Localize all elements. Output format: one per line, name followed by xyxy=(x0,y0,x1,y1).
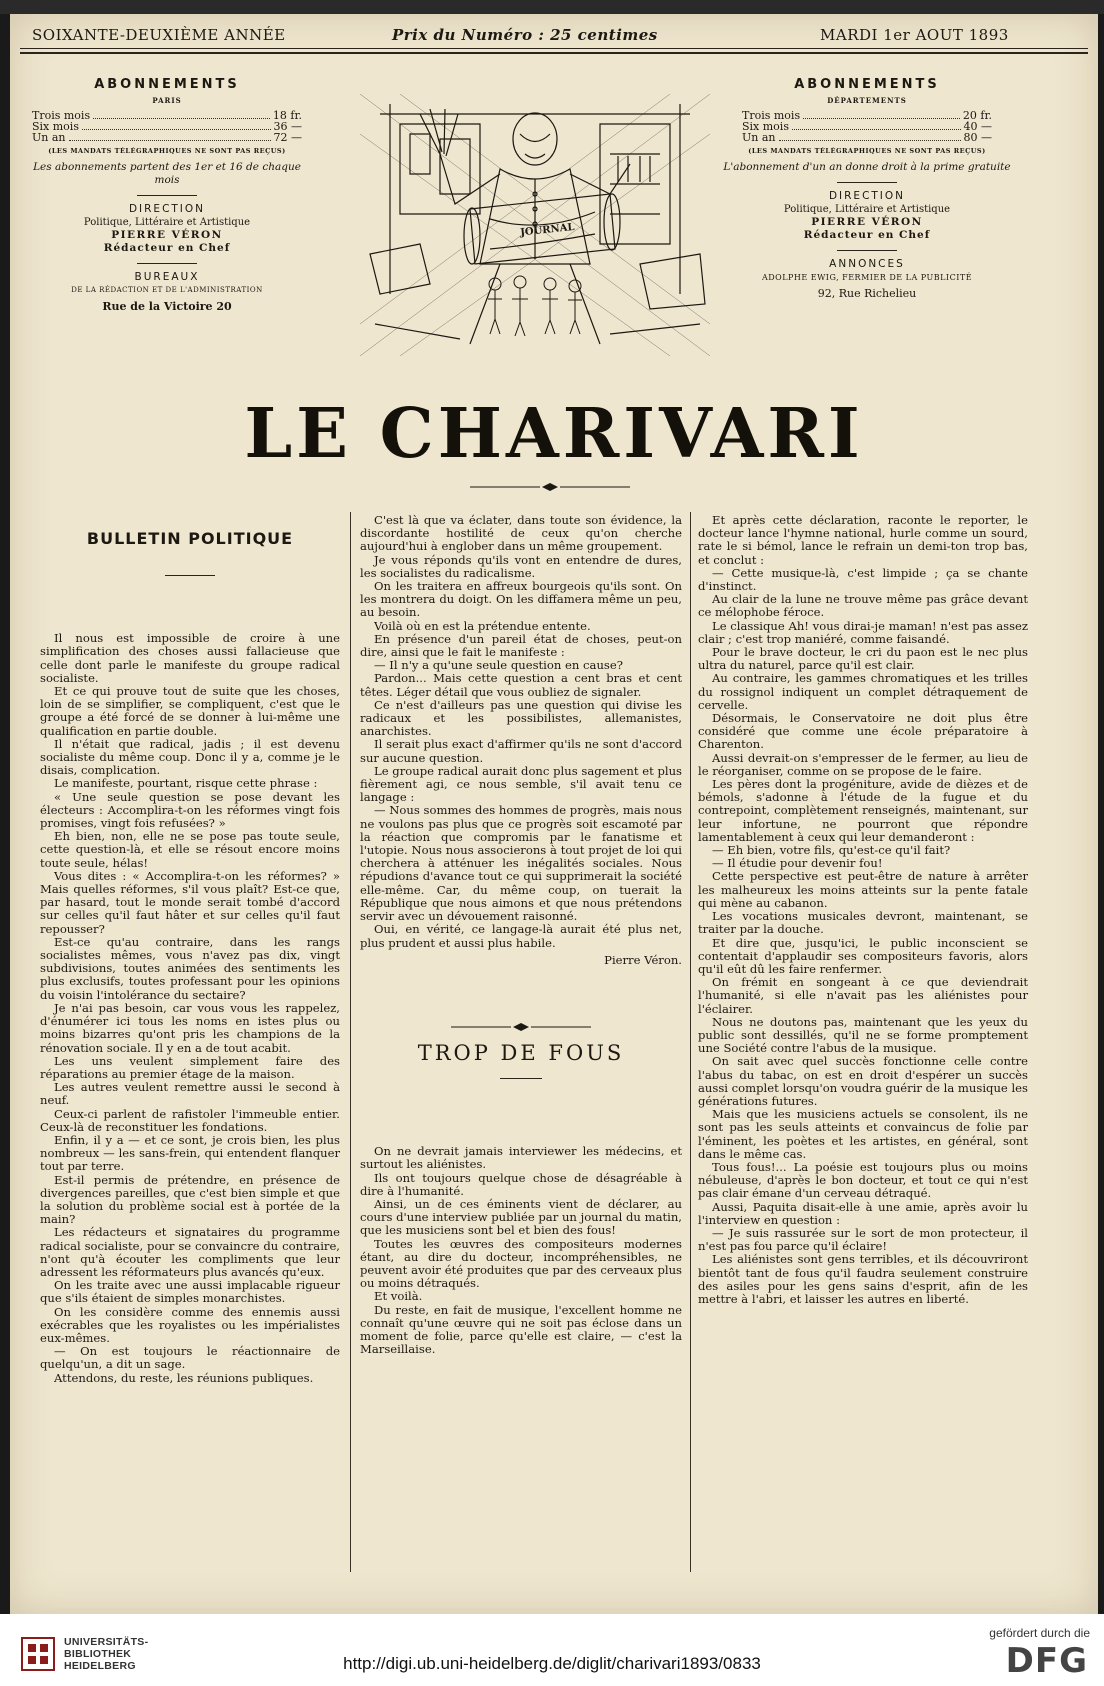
rate-row: Trois mois 20 fr. xyxy=(742,109,992,122)
column-3 xyxy=(698,514,1028,1306)
office-address: Rue de la Victoire 20 xyxy=(102,300,232,313)
bulletin-heading: BULLETIN POLITIQUE xyxy=(86,529,294,548)
edition-year: SOIXANTE-DEUXIÈME ANNÉE xyxy=(32,26,286,44)
paragraph: Les autres veulent remettre aussi le second à neuf. xyxy=(40,1080,340,1108)
university-name-line: HEIDELBERG xyxy=(64,1660,136,1672)
paragraph: — On est toujours le réactionnaire de quelqu'un, a dit un sage. xyxy=(40,1344,340,1372)
paragraph: Tous fous!... La poésie est toujours plus ou moins nébuleuse, d'après le bon docteur, et tout ce qui n'est pas clair émane d'un cerveau détraqué. xyxy=(698,1159,1028,1201)
paragraph: Cette perspective est peut-être de nature à arrêter les malheureux les moins atteints sur la pente fatale qui mène au cabanon. xyxy=(698,869,1028,910)
paragraph: Et voilà. xyxy=(374,1289,423,1304)
paragraph: Ce n'est d'ailleurs pas une question qui divise les radicaux et les possibilistes, allemanistes, anarchistes. xyxy=(360,697,682,739)
direction-line: Politique, Littéraire et Artistique xyxy=(783,204,951,215)
paragraph: Ceux-ci parlent de rafistoler l'immeuble entier. Ceux-là de reconstituer les fondations. xyxy=(40,1106,340,1134)
paragraph: Il nous est impossible de croire à une simplification des choses aussi fallacieuse que celle dont parle le manifeste du groupe radical socialiste. xyxy=(40,631,340,685)
paragraph: Vous dites : « Accomplira-t-on les réformes? » Mais quelles réformes, s'il vous plaît? Est-ce que, par hasard, tout le monde serait tombé d'accord sur celles qu'il faut hâter et sur celles qu'il faut repousser? xyxy=(40,868,340,936)
subscriptions-title: ABONNEMENTS xyxy=(94,77,240,92)
title-ornament xyxy=(470,480,630,494)
rate-row: Un an 72 — xyxy=(32,131,302,144)
subscriptions-region: DÉPARTEMENTS xyxy=(827,96,907,105)
paragraph: On frémit en songeant à ce que deviendrait l'humanité, si elle n'avait pas les aliénistes pour l'éclairer. xyxy=(698,975,1028,1016)
paragraph: — Nous sommes des hommes de progrès, mais nous ne voulons pas plus que ce progrès soit escamoté par la réaction que compromis par le fanatisme et l'utopie. Nous nous associerons à tout projet de loi qui cherchera à atténuer les inégalités sociales. Nous répudions d'avance tout ce qui supprimerait la société elle-même. Car, du même coup, on tuerait la République que nous aimons et que nous prétendons servir avec un dévouement raisonné. xyxy=(360,803,682,924)
paragraph: Est-ce qu'au contraire, dans les rangs socialistes mêmes, vous n'avez pas dix, vingt subdivisions, toutes animées des sentiments les plus exclusifs, toutes professant pour les opinions du voisin l'intolérance du sectaire? xyxy=(40,934,340,1002)
university-name-line: UNIVERSITÄTS- xyxy=(64,1636,149,1648)
paragraph: Mais que les musiciens actuels se consolent, ils ne sont pas les seuls atteints et convaincus de folie par l'éminent, les poètes et les artistes, en général, sont dans le même cas. xyxy=(698,1107,1028,1161)
paragraph: Voilà où en est la prétendue entente. xyxy=(374,618,591,633)
paragraph: — Eh bien, votre fils, qu'est-ce qu'il fait? xyxy=(712,843,951,858)
digital-library-footer xyxy=(0,1614,1104,1686)
paragraph: On les traite avec une aussi implacable rigueur que s'ils étaient de simples monarchistes. xyxy=(40,1278,340,1306)
paragraph: On les considère comme des ennemis aussi exécrables que les royalistes ou les impérialistes eux-mêmes. xyxy=(40,1304,340,1345)
dfg-logo: DFG xyxy=(1005,1641,1088,1681)
paragraph: Et ce qui prouve tout de suite que les choses, loin de se simplifier, se compliquent, c'est que le groupe a été forcé de se donner à lui-même une qualification en partie double. xyxy=(40,684,340,738)
paragraph: Attendons, du reste, les réunions publiques. xyxy=(54,1370,314,1385)
paragraph: Les rédacteurs et signataires du programme radical socialiste, pour se convaincre du contraire, n'ont qu'à écouter les compliments que leur adressent les réformateurs plus avancés qu'eux. xyxy=(40,1225,340,1279)
paragraph: — Cette musique-là, c'est limpide ; ça se chante d'instinct. xyxy=(698,565,1028,594)
paragraph: Au contraire, les gammes chromatiques et les trilles du rossignol indiquent un complet détraquement de cervelle. xyxy=(698,671,1028,712)
paragraph: Il n'était que radical, jadis ; il est devenu socialiste du même coup. Donc il y a, comme je le disais, complication. xyxy=(40,736,340,778)
paragraph: Désormais, le Conservatoire ne doit plus être considéré que comme une école préparatoire à Charenton. xyxy=(698,711,1028,752)
paragraph: On ne devrait jamais interviewer les médecins, et surtout les aliénistes. xyxy=(360,1144,682,1172)
paragraph: Du reste, en fait de musique, l'excellent homme ne connaît qu'une œuvre qui ne soit pas éclose dans un moment de folie, parce qu'elle est claire, — c'est la Marseillaise. xyxy=(360,1302,682,1357)
director-name: PIERRE VÉRON xyxy=(811,216,923,228)
direction-heading: DIRECTION xyxy=(128,203,206,215)
direction-line: Politique, Littéraire et Artistique xyxy=(83,217,251,228)
paragraph: — Il n'y a qu'une seule question en cause? xyxy=(374,658,623,673)
box-divider xyxy=(837,182,897,183)
paragraph: Et après cette déclaration, raconte le reporter, le docteur lance l'hymne national, hurle comme un sourd, rate le si bémol, lance le refrain un demi-ton trop bas, et conclut : xyxy=(698,513,1028,567)
rate-row: Un an 80 — xyxy=(742,131,992,144)
column-2 xyxy=(360,514,682,1356)
annonces-address: 92, Rue Richelieu xyxy=(817,287,917,300)
paragraph: On sait avec quel succès fonctionne celle contre l'abus du tabac, on est en droit d'espérer un succès aussi complet lorsqu'on voudra guérir de la musique les générations futures. xyxy=(698,1054,1028,1108)
section-ornament xyxy=(451,1021,591,1033)
paragraph: Est-il permis de prétendre, en présence de divergences pareilles, que c'est bien simple et que la solution du problème social est à portée de la main? xyxy=(40,1172,340,1227)
telegraph-note: (LES MANDATS TÉLÉGRAPHIQUES NE SONT PAS REÇUS) xyxy=(48,147,286,155)
annonces-heading: ANNONCES xyxy=(829,258,905,270)
viewer-top-bar xyxy=(0,0,1104,14)
paragraph: Il serait plus exact d'affirmer qu'ils ne sont d'accord sur aucune question. xyxy=(360,737,682,765)
permalink-url[interactable]: http://digi.ub.uni-heidelberg.de/diglit/charivari1893/0833 xyxy=(343,1654,761,1673)
paragraph: Je n'ai pas besoin, car vous vous les rappelez, d'énumérer ici tous les noms en istes plus ou moins bizarres qu'ont pris les champions de la rénovation sociale. Il y en a de tout acabit. xyxy=(40,1000,340,1055)
section-rule xyxy=(165,575,215,576)
rate-row: Six mois 40 — xyxy=(742,120,992,133)
paragraph: Le manifeste, pourtant, risque cette phrase : xyxy=(54,776,318,791)
paragraph: Aussi devrait-on s'empresser de le fermer, au lieu de le réorganiser, comme on se propose de le faire. xyxy=(698,750,1028,778)
paragraph: Les aliénistes sont gens terribles, et ils découvriront bientôt tant de fous qu'il faudra seulement construire des asiles pour les gens sains d'esprit, afin de les mettre à l'abri, et laisser les autres en liberté. xyxy=(698,1252,1028,1306)
journal-label: JOURNAL xyxy=(519,221,576,239)
box-divider xyxy=(837,250,897,251)
trop-de-fous-heading: TROP DE FOUS xyxy=(417,1040,625,1065)
paragraph: Le classique Ah! vous dirai-je maman! n'est pas assez clair ; c'est trop maniéré, comme faisandé. xyxy=(698,618,1028,646)
column-1 xyxy=(40,514,340,1385)
subscriptions-departements-box xyxy=(722,78,1012,300)
subscription-premium-note: L'abonnement d'un an donne droit à la prime gratuite xyxy=(723,161,1011,173)
university-name-line: BIBLIOTHEK xyxy=(64,1648,132,1660)
annonces-line: ADOLPHE EWIG, FERMIER DE LA PUBLICITÉ xyxy=(761,273,973,282)
paragraph: Toutes les œuvres des compositeurs modernes étant, au dire du docteur, incompréhensibles, ne peuvent avoir été produites que par des cerveaux plus ou moins détraqués. xyxy=(360,1236,682,1291)
paragraph: Au clair de la lune ne trouve même pas grâce devant ce mélophobe féroce. xyxy=(698,592,1028,620)
paragraph: Pardon... Mais cette question a cent bras et cent têtes. Léger détail que vous oubliez de signaler. xyxy=(360,671,682,699)
paragraph: Le groupe radical aurait donc plus sagement et plus fièrement agi, ce nous semble, s'il avait tenu ce langage : xyxy=(360,763,682,805)
subscriptions-region: PARIS xyxy=(152,96,182,105)
newspaper-title: LE CHARIVARI xyxy=(244,394,864,474)
paragraph: Et dire que, jusqu'ici, le public inconscient se contentait d'applaudir ses compositeurs favoris, alors qu'il eût dû les faire renfermer. xyxy=(698,935,1028,976)
direction-heading: DIRECTION xyxy=(828,190,906,202)
issue-date: MARDI 1er AOUT 1893 xyxy=(820,26,1009,44)
paragraph: Aussi, Paquita disait-elle à une amie, après avoir lu l'interview en question : xyxy=(698,1199,1028,1227)
paragraph: — Je suis rassurée sur le sort de mon protecteur, il n'est pas fou parce qu'il éclaire! xyxy=(698,1225,1028,1254)
header-rule xyxy=(20,48,1088,49)
subscriptions-paris-box xyxy=(32,78,302,313)
section-rule xyxy=(500,1078,542,1079)
subscriptions-title: ABONNEMENTS xyxy=(794,77,940,92)
director-name: PIERRE VÉRON xyxy=(111,229,223,241)
telegraph-note: (LES MANDATS TÉLÉGRAPHIQUES NE SONT PAS REÇUS) xyxy=(748,147,986,155)
funding-label: gefördert durch die xyxy=(989,1626,1090,1640)
paragraph: Pour le brave docteur, le cri du paon est le nec plus ultra du naturel, parce qu'il est clair. xyxy=(698,645,1028,673)
paragraph: Eh bien, non, elle ne se pose pas toute seule, cette question-là, et elle se résout encore moins toute seule, hélas! xyxy=(40,829,340,870)
paragraph: C'est là que va éclater, dans toute son évidence, la discordante hostilité de ceux qu'on cherche aujourd'hui à englober dans un même groupement. xyxy=(360,513,682,554)
paragraph: Ils ont toujours quelque chose de désagréable à dire à l'humanité. xyxy=(360,1170,682,1198)
masthead-engraving xyxy=(360,94,710,356)
column-rule xyxy=(690,512,691,1572)
paragraph: Oui, en vérité, ce langage-là aurait été plus net, plus prudent et aussi plus habile. xyxy=(360,922,682,950)
paragraph: Les uns veulent simplement faire des réparations au premier étage de la maison. xyxy=(40,1053,340,1081)
issue-price: Prix du Numéro : 25 centimes xyxy=(392,26,658,44)
box-divider xyxy=(137,263,197,264)
paragraph: Je vous réponds qu'ils vont en entendre de dures, les socialistes du radicalisme. xyxy=(360,552,682,580)
rate-row: Six mois 36 — xyxy=(32,120,302,133)
subscription-start-note: Les abonnements partent des 1er et 16 de chaque mois xyxy=(33,161,301,186)
header-rule-double xyxy=(20,52,1088,54)
bureaux-line: DE LA RÉDACTION ET DE L'ADMINISTRATION xyxy=(71,286,263,294)
paragraph: On les traitera en affreux bourgeois qu'ils sont. On les montrera du doigt. On les diffamera même un peu, au besoin. xyxy=(360,579,682,620)
paragraph: Les vocations musicales devront, maintenant, se traiter par la douche. xyxy=(698,909,1028,937)
bureaux-heading: BUREAUX xyxy=(134,271,200,283)
paragraph: Les pères dont la progéniture, avide de dièzes et de bémols, s'adonne à l'étude de la fugue et du contrepoint, complètement renseignés, maintenant, sur leur infortune, ne pourront que répondre lamentablement à ceux qui leur demanderont : xyxy=(698,777,1028,844)
paragraph: « Une seule question se pose devant les électeurs : Accomplira-t-on les réformes vingt fois promises, vingt fois refusées? » xyxy=(40,789,340,831)
paragraph: En présence d'un pareil état de choses, peut-on dire, ainsi que le fait le manifeste : xyxy=(360,631,682,660)
director-role: Rédacteur en Chef xyxy=(803,229,931,241)
paragraph: Nous ne doutons pas, maintenant que les yeux du public sont dessillés, qu'il ne se forme promptement une Société contre l'abus de la musique. xyxy=(698,1014,1028,1056)
rate-row: Trois mois 18 fr. xyxy=(32,109,302,122)
column-rule xyxy=(350,512,351,1572)
paragraph: Ainsi, un de ces éminents vient de déclarer, au cours d'une interview publiée par un journal du matin, que les musiciens sont bel et bien des fous! xyxy=(360,1196,682,1238)
paragraph: Enfin, il y a — et ce sont, je crois bien, les plus nombreux — les sans-frein, qui entendent flanquer tout par terre. xyxy=(40,1132,340,1174)
director-role: Rédacteur en Chef xyxy=(103,242,231,254)
paragraph: — Il étudie pour devenir fou! xyxy=(712,856,883,871)
box-divider xyxy=(137,195,197,196)
newspaper-page xyxy=(10,14,1098,1614)
author-signature: Pierre Véron. xyxy=(604,952,682,967)
